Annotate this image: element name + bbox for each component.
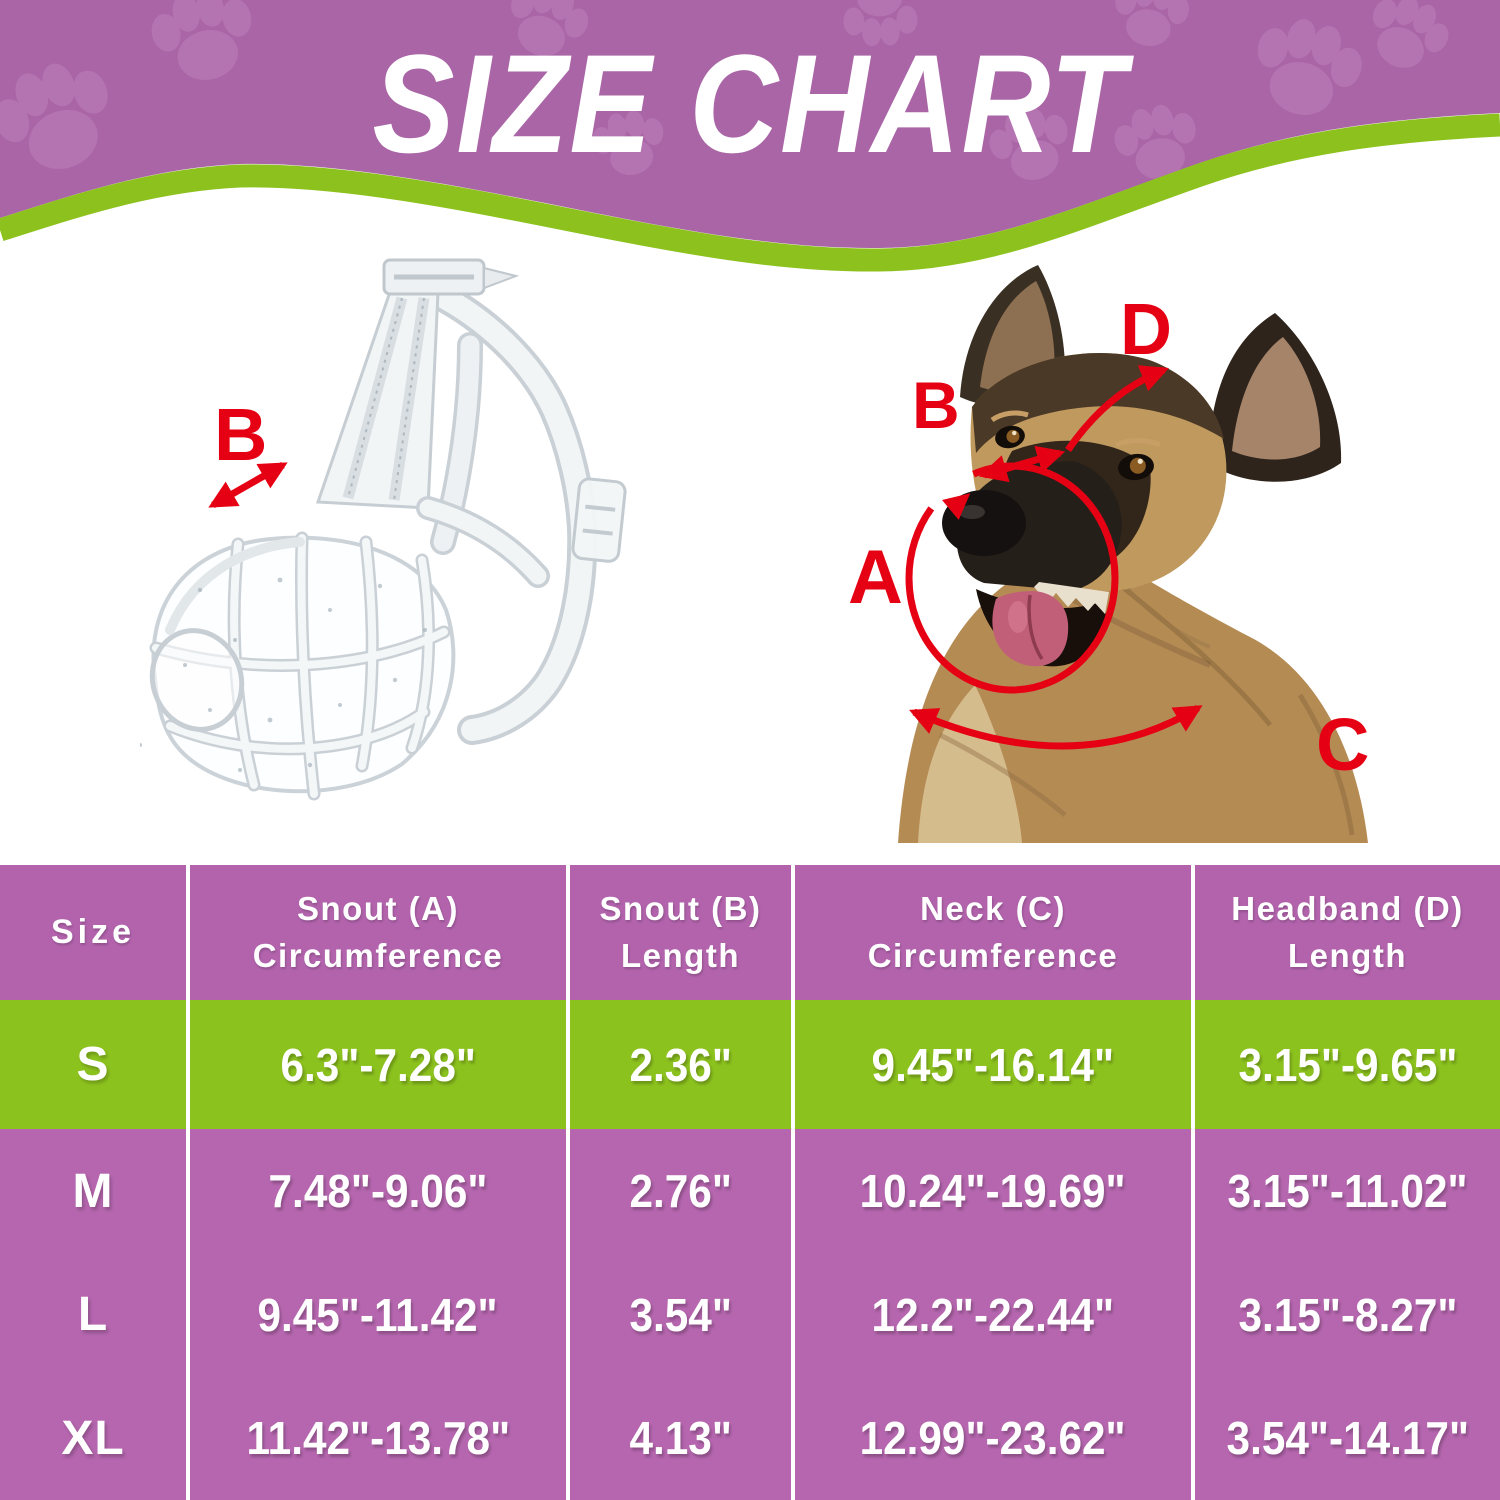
header-snout-a: Snout (A) Circumference — [190, 865, 570, 1000]
header-size: Size — [0, 865, 190, 1000]
cell-neck-c: 12.99"-23.62" — [795, 1376, 1195, 1500]
cell-snout-b: 4.13" — [570, 1376, 795, 1500]
snout-length-label: B — [912, 368, 960, 442]
cell-snout-b: 3.54" — [570, 1253, 795, 1376]
cell-neck-c: 9.45"-16.14" — [795, 1000, 1195, 1129]
cell-size: XL — [0, 1376, 190, 1500]
header-neck-c: Neck (C) Circumference — [795, 865, 1195, 1000]
cell-size: M — [0, 1129, 190, 1253]
cell-snout-b: 2.76" — [570, 1129, 795, 1253]
cell-snout-a: 9.45"-11.42" — [190, 1253, 570, 1376]
cell-headband-d: 3.54"-14.17" — [1195, 1376, 1500, 1500]
cell-snout-a: 6.3"-7.28" — [190, 1000, 570, 1129]
page-title: SIZE CHART — [372, 25, 1128, 182]
table-row-l — [0, 1253, 1500, 1376]
cell-headband-d: 3.15"-8.27" — [1195, 1253, 1500, 1376]
headband-length-label: D — [1120, 290, 1172, 370]
cell-headband-d: 3.15"-9.65" — [1195, 1000, 1500, 1129]
cell-neck-c: 12.2"-22.44" — [795, 1253, 1195, 1376]
muzzle-snout-length-label: B — [214, 393, 268, 476]
size-table — [0, 865, 1500, 1500]
muzzle-illustration — [140, 250, 640, 810]
cell-headband-d: 3.15"-11.02" — [1195, 1129, 1500, 1253]
table-row-s — [0, 1000, 1500, 1129]
buckle — [384, 260, 516, 294]
cell-snout-a: 11.42"-13.78" — [190, 1376, 570, 1500]
table-header-row — [0, 865, 1500, 1000]
table-row-xl — [0, 1376, 1500, 1500]
cell-size: L — [0, 1253, 190, 1376]
table-row-m — [0, 1129, 1500, 1253]
cell-size: S — [0, 1000, 190, 1129]
header-snout-b: Snout (B) Length — [570, 865, 795, 1000]
cell-snout-a: 7.48"-9.06" — [190, 1129, 570, 1253]
snout-circumference-label: A — [848, 535, 903, 620]
neck-circumference-label: C — [1316, 703, 1370, 786]
cell-snout-b: 2.36" — [570, 1000, 795, 1129]
dog-illustration — [880, 255, 1380, 845]
header-headband-d: Headband (D) Length — [1195, 865, 1500, 1000]
cell-neck-c: 10.24"-19.69" — [795, 1129, 1195, 1253]
